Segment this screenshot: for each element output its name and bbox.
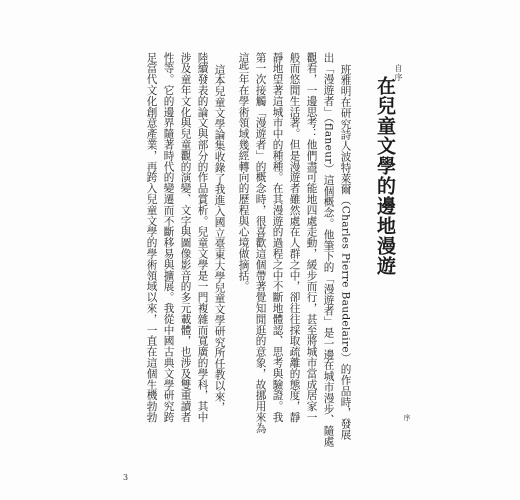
body-column: 出「漫遊者」（flaneur）這個概念。他筆下的「漫遊者」是一邊在城市漫步、隨處 [322, 52, 335, 448]
body-column: 陸續發表的論文與部分的作品賞析。兒童文學是一門複雜而寬廣的學科，其中 [196, 52, 209, 423]
body-column: 靜地望著這城市中的種種。在其漫遊的過程之中不斷地體認、思考與驗證。我 [271, 52, 284, 423]
body-column: 足當代文化創意產業，再跨入兒童文學的學術領域以來，一直在這個生機勃勃 [145, 52, 158, 423]
body-column: 第一次接觸「漫遊者」的概念時，很喜歡這個帶著覺知閒逛的意象，故挪用來為 [254, 52, 267, 434]
chapter-title: 在兒童文學的邊地漫遊 [374, 76, 396, 276]
section-label: 自序 [394, 64, 403, 82]
body-column: 般而悠閒生活著。但是漫遊者雖然處在人群之中，卻往往採取疏離的態度，靜 [288, 52, 301, 423]
body-column: 性等。它的邊界隨著時代的變遷而不斷移易與擴展。我從中國古典文學研究跨 [162, 52, 175, 423]
body-column: 班雅明在研究詩人波特萊爾（Charles Pierre Baudelaire）的作品時，發展 [339, 64, 352, 441]
body-column: 這本兒童文學論集收錄了我進入國立臺東大學兒童文學研究所任教以來， [213, 64, 226, 413]
body-column: 涉及童年文化與兒童觀的演變、文字與圖像影音的多元載體，也涉及雙重讀者 [179, 52, 192, 423]
body-column: 這些年在學術領域幾經轉向的歷程與心境做摘括。 [237, 52, 250, 292]
body-column: 觀看，一邊思考：他們盡可能地四處走動，緩步而行，甚至將城市當成居家一 [305, 52, 318, 423]
page-number: 3 [123, 473, 129, 482]
running-head: 序 [403, 414, 411, 422]
